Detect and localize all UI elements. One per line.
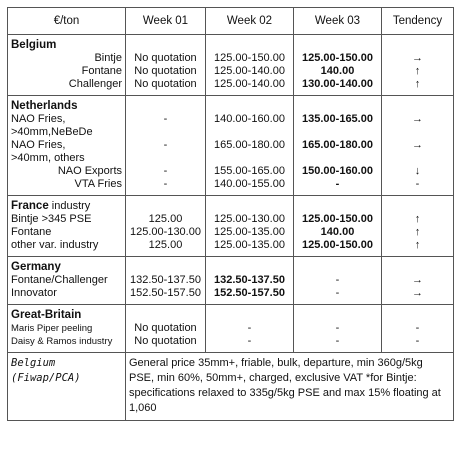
france-title: France: [11, 200, 49, 212]
france-variety-fontane: Fontane: [11, 226, 52, 238]
gb-maris-w3: -: [335, 322, 340, 334]
netherlands-names: [8, 96, 126, 196]
belgium-variety-challenger: Challenger: [68, 78, 122, 90]
france-fontane-w1: 125.00-130.00: [130, 226, 201, 238]
nl-nao-others-line1: NAO Fries,: [11, 139, 66, 151]
france-variety-bintje: Bintje >345 PSE: [11, 213, 92, 225]
germany-title: Germany: [11, 261, 61, 273]
nl-nao-nebede-line1: NAO Fries,: [11, 113, 66, 125]
nl-nebede-w1: -: [163, 113, 168, 125]
france-variety-other: other var. industry: [11, 239, 99, 251]
nl-vta-w2: 140.00-155.00: [214, 178, 285, 190]
nl-vta-trend-icon: -: [415, 178, 420, 190]
nl-nebede-w3: 135.00-165.00: [302, 113, 373, 125]
footer-row: [8, 353, 454, 421]
belgium-week2: [206, 35, 294, 96]
belgium-week3: [294, 35, 382, 96]
nl-nebede-w2: 140.00-160.00: [214, 113, 285, 125]
header-row: [8, 8, 454, 35]
gb-variety-maris-piper: Maris Piper peeling: [11, 323, 93, 334]
section-france: [8, 196, 454, 257]
belgium-challenger-trend-icon: ↑: [414, 78, 421, 90]
source-line2: (Fiwap/PCA): [11, 372, 81, 384]
germany-innovator-w3: -: [335, 287, 340, 299]
nl-nebede-trend-icon: →: [412, 113, 423, 125]
section-netherlands: [8, 96, 454, 196]
germany-tendency: [382, 257, 454, 305]
france-tendency: [382, 196, 454, 257]
gb-week2: [206, 305, 294, 353]
nl-others-trend-icon: →: [412, 139, 423, 151]
belgium-bintje-w2: 125.00-150.00: [214, 52, 285, 64]
france-fontane-w2: 125.00-135.00: [214, 226, 285, 238]
potato-price-table: [7, 7, 454, 421]
germany-names: [8, 257, 126, 305]
france-bintje-w3: 125.00-150.00: [302, 213, 373, 225]
source-cell: [8, 353, 126, 421]
germany-variety-fontane-challenger: Fontane/Challenger: [11, 274, 108, 286]
gb-tendency: [382, 305, 454, 353]
france-other-w3: 125.00-150.00: [302, 239, 373, 251]
france-bintje-w1: 125.00: [148, 213, 183, 225]
belgium-challenger-w2: 125.00-140.00: [214, 78, 285, 90]
nl-exports-w3: 150.00-160.00: [302, 165, 373, 177]
netherlands-week3: [294, 96, 382, 196]
belgium-week1: [126, 35, 206, 96]
nl-exports-w2: 155.00-165.00: [214, 165, 285, 177]
belgium-names: [8, 35, 126, 96]
france-bintje-trend-icon: ↑: [414, 213, 421, 225]
gb-week3: [294, 305, 382, 353]
netherlands-title: Netherlands: [11, 100, 78, 112]
gb-daisy-w1: No quotation: [134, 335, 197, 347]
france-week2: [206, 196, 294, 257]
belgium-fontane-w3: 140.00: [320, 65, 355, 77]
germany-innovator-trend-icon: →: [412, 287, 423, 299]
nl-vta-w3: -: [335, 178, 340, 190]
gb-maris-w2: -: [247, 322, 252, 334]
gb-week1: [126, 305, 206, 353]
belgium-challenger-w1: No quotation: [134, 78, 197, 90]
germany-innovator-w2: 152.50-157.50: [214, 287, 285, 299]
unit-header: €/ton: [8, 8, 126, 35]
nl-others-w1: -: [163, 139, 168, 151]
netherlands-week1: [126, 96, 206, 196]
france-week3: [294, 196, 382, 257]
week3-header: Week 03: [294, 8, 382, 35]
nl-exports-trend-icon: ↓: [414, 165, 421, 177]
france-heading: [11, 200, 122, 213]
france-bintje-w2: 125.00-130.00: [214, 213, 285, 225]
france-fontane-w3: 140.00: [320, 226, 355, 238]
footnote-text: General price 35mm+, friable, bulk, departure, min 360g/5kg PSE, min 60%, 50mm+, charged, exclusive VAT *for Bintje: specifications relaxed to 335g/5kg PSE and max 15% floating at 1,060: [126, 353, 454, 421]
nl-vta-w1: -: [163, 178, 168, 190]
germany-fc-trend-icon: →: [412, 274, 423, 286]
belgium-bintje-w3: 125.00-150.00: [302, 52, 373, 64]
france-other-trend-icon: ↑: [414, 239, 421, 251]
nl-others-w2: 165.00-180.00: [214, 139, 285, 151]
belgium-variety-fontane: Fontane: [81, 65, 122, 77]
belgium-fontane-trend-icon: ↑: [414, 65, 421, 77]
gb-variety-daisy-ramos: Daisy & Ramos industry: [11, 336, 113, 347]
france-fontane-trend-icon: ↑: [414, 226, 421, 238]
nl-nao-nebede-line2: >40mm,NeBeDe: [11, 126, 93, 138]
germany-fc-w2: 132.50-137.50: [214, 274, 285, 286]
germany-week3: [294, 257, 382, 305]
belgium-tendency: [382, 35, 454, 96]
nl-vta-fries: VTA Fries: [74, 178, 122, 190]
germany-week1: [126, 257, 206, 305]
gb-daisy-trend-icon: -: [415, 335, 420, 347]
gb-names: [8, 305, 126, 353]
germany-fc-w3: -: [335, 274, 340, 286]
section-germany: [8, 257, 454, 305]
germany-variety-innovator: Innovator: [11, 287, 57, 299]
belgium-fontane-w2: 125.00-140.00: [214, 65, 285, 77]
price-table-container: [7, 7, 454, 421]
france-subtitle: industry: [48, 200, 91, 212]
belgium-bintje-trend-icon: →: [412, 52, 423, 64]
nl-nao-exports: NAO Exports: [57, 165, 122, 177]
france-other-w2: 125.00-135.00: [214, 239, 285, 251]
france-names: [8, 196, 126, 257]
gb-title: Great-Britain: [11, 309, 82, 321]
gb-maris-w1: No quotation: [134, 322, 197, 334]
germany-fc-w1: 132.50-137.50: [130, 274, 201, 286]
section-belgium: [8, 35, 454, 96]
gb-maris-trend-icon: -: [415, 322, 420, 334]
section-great-britain: [8, 305, 454, 353]
gb-daisy-w2: -: [247, 335, 252, 347]
week2-header: Week 02: [206, 8, 294, 35]
belgium-fontane-w1: No quotation: [134, 65, 197, 77]
netherlands-week2: [206, 96, 294, 196]
belgium-bintje-w1: No quotation: [134, 52, 197, 64]
france-other-w1: 125.00: [148, 239, 183, 251]
belgium-challenger-w3: 130.00-140.00: [302, 78, 373, 90]
source-line1: Belgium: [11, 357, 56, 369]
france-week1: [126, 196, 206, 257]
germany-week2: [206, 257, 294, 305]
week1-header: Week 01: [126, 8, 206, 35]
nl-nao-others-line2: >40mm, others: [11, 152, 85, 164]
tendency-header: Tendency: [382, 8, 454, 35]
belgium-title: Belgium: [11, 39, 57, 51]
gb-daisy-w3: -: [335, 335, 340, 347]
nl-exports-w1: -: [163, 165, 168, 177]
belgium-variety-bintje: Bintje: [94, 52, 122, 64]
netherlands-tendency: [382, 96, 454, 196]
germany-innovator-w1: 152.50-157.50: [130, 287, 201, 299]
nl-others-w3: 165.00-180.00: [302, 139, 373, 151]
